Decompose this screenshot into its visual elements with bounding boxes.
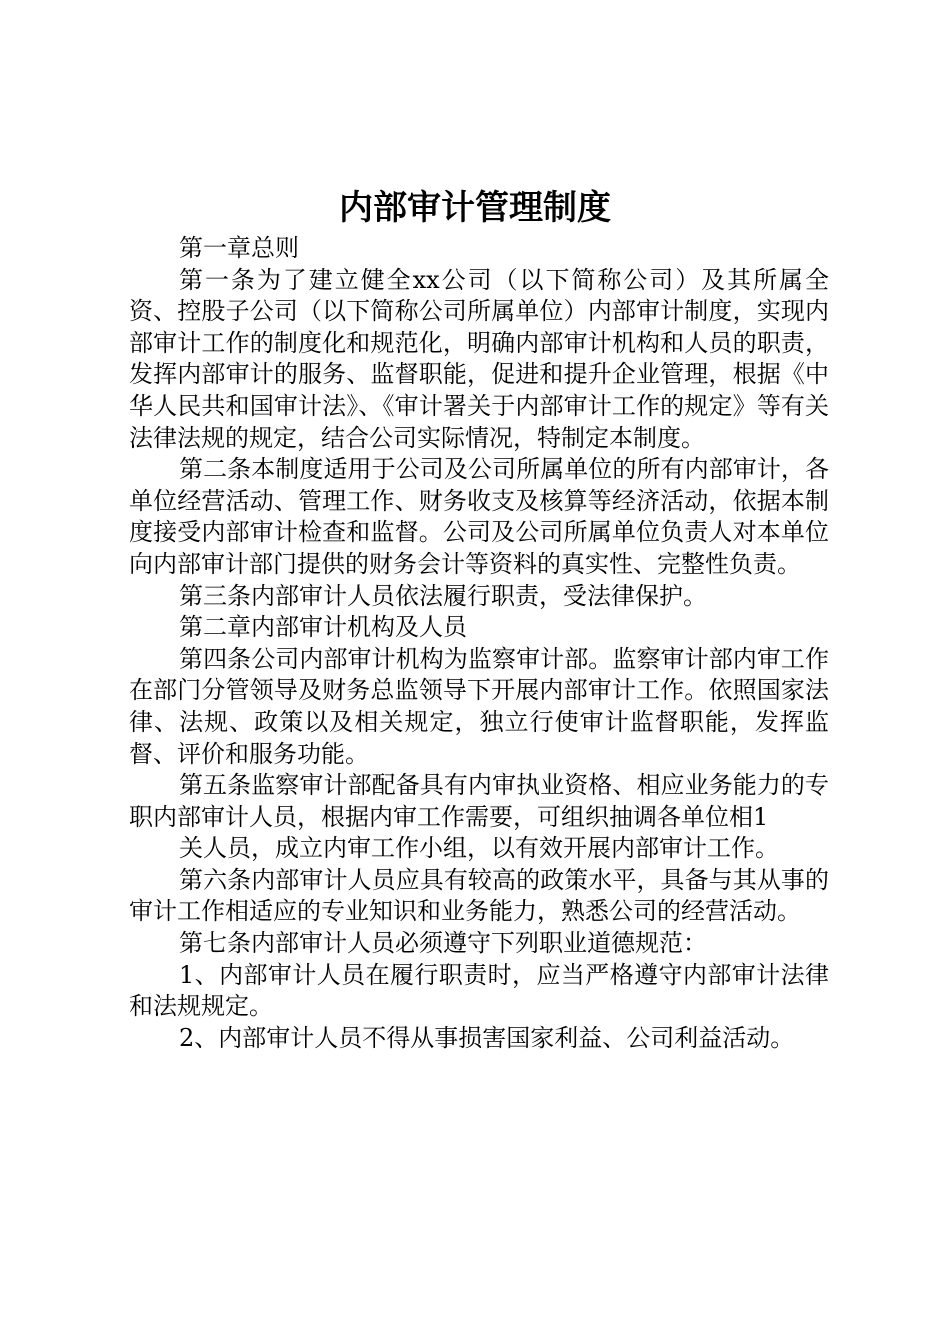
article-paragraph: 第六条内部审计人员应具有较高的政策水平，具备与其从事的审计工作相适应的专业知识和业务能力，熟悉公司的经营活动。: [129, 865, 829, 926]
article-paragraph: 关人员，成立内审工作小组，以有效开展内部审计工作。: [179, 834, 779, 863]
document-title: 内部审计管理制度: [339, 188, 611, 228]
document-body: [129, 233, 829, 1054]
article-paragraph: 第一条为了建立健全xx公司（以下简称公司）及其所属全资、控股子公司（以下简称公司所属单位）内部审计制度，实现内部审计工作的制度化和规范化，明确内部审计机构和人员的职责，发挥内部审计的服务、监督职能，促进和提升企业管理，根据《中华人民共和国审计法》、《审计署关于内部审计工作的规定》等有关法律法规的规定，结合公司实际情况，特制定本制度。: [129, 265, 829, 452]
chapter-heading: 第一章总则: [179, 234, 299, 262]
article-paragraph: 第四条公司内部审计机构为监察审计部。监察审计部内审工作在部门分管领导及财务总监领导下开展内部审计工作。依照国家法律、法规、政策以及相关规定，独立行使审计监督职能，发挥监督、评价和服务功能。: [129, 644, 829, 768]
list-item: 2、内部审计人员不得从事损害国家利益、公司利益活动。: [179, 1023, 795, 1052]
article-paragraph: 第二条本制度适用于公司及公司所属单位的所有内部审计，各单位经营活动、管理工作、财务收支及核算等经济活动，依据本制度接受内部审计检查和监督。公司及公司所属单位负责人对本单位向内部审计部门提供的财务会计等资料的真实性、完整性负责。: [129, 455, 829, 578]
list-item: 1、内部审计人员在履行职责时，应当严格遵守内部审计法律和法规规定。: [129, 960, 829, 1021]
chapter-heading: 第二章内部审计机构及人员: [179, 613, 467, 642]
article-paragraph: 第三条内部审计人员依法履行职责，受法律保护。: [179, 581, 707, 610]
article-paragraph: 第五条监察审计部配备具有内审执业资格、相应业务能力的专职内部审计人员，根据内审工作需要，可组织抽调各单位相1: [129, 771, 829, 831]
article-paragraph: 第七条内部审计人员必须遵守下列职业道德规范：: [179, 929, 707, 958]
